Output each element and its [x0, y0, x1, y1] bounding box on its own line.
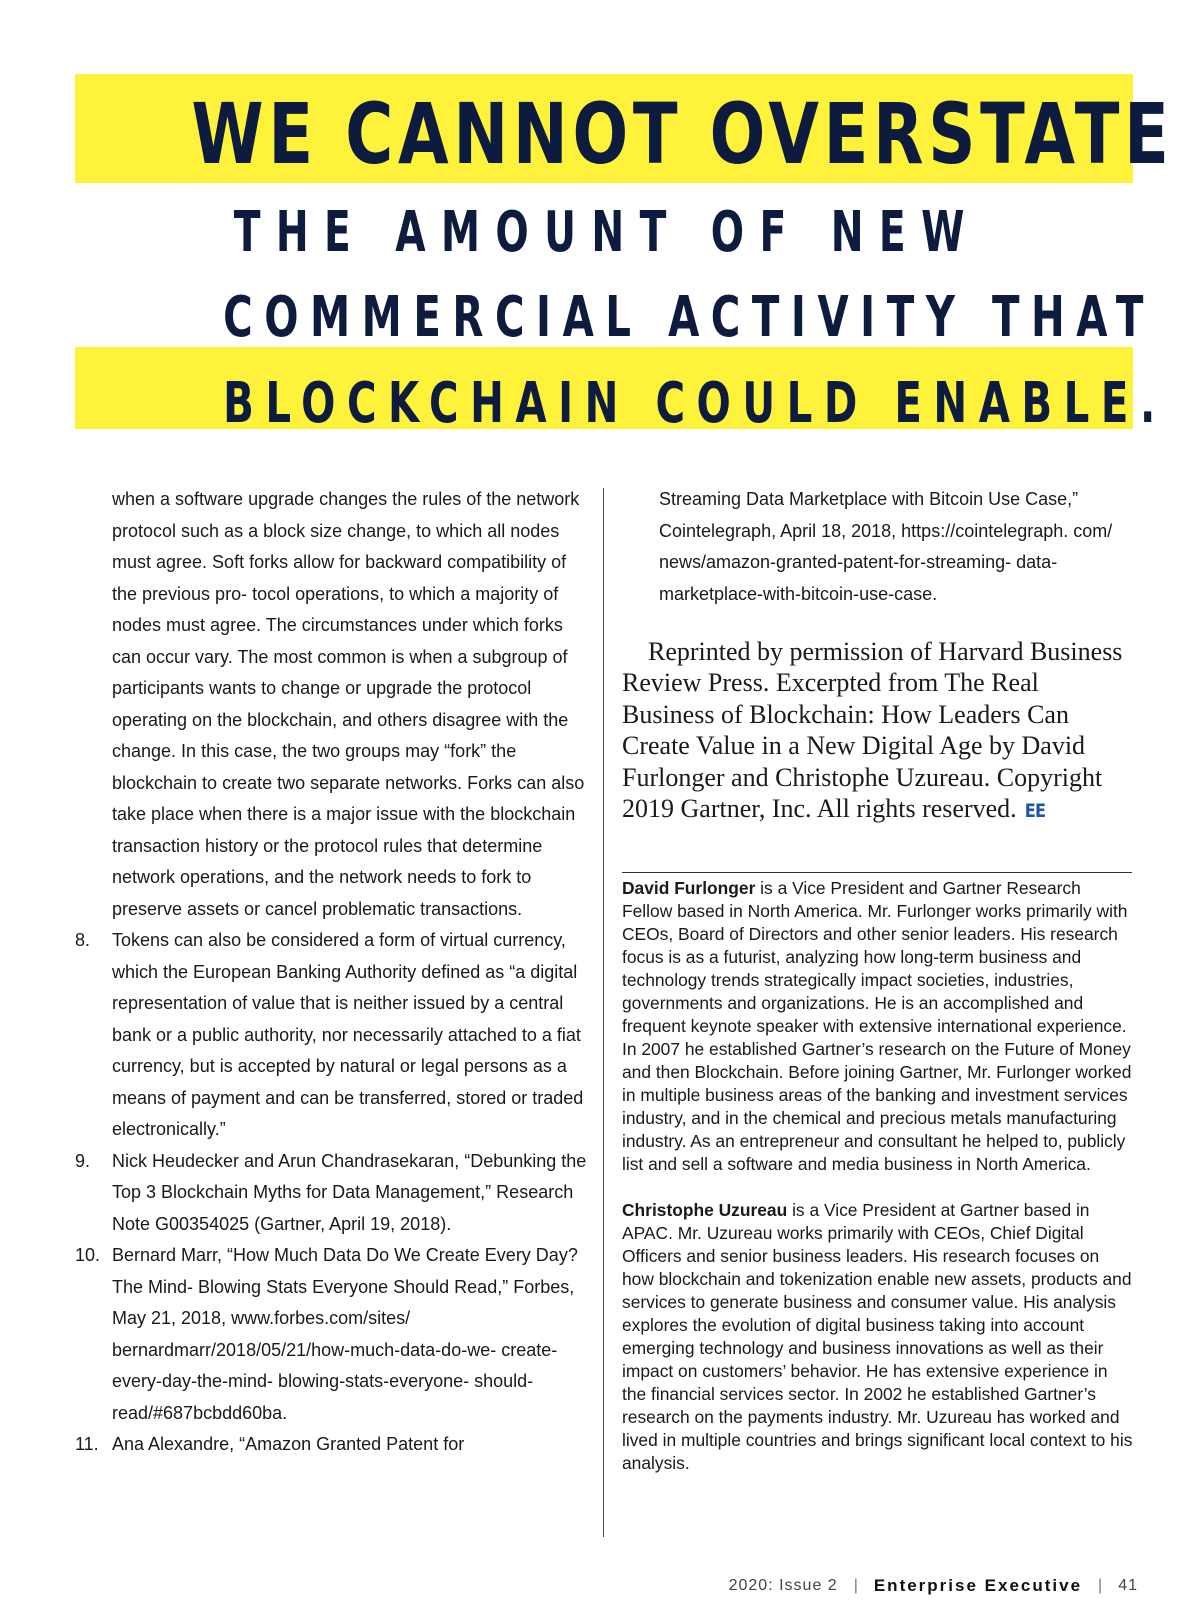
right-column [622, 484, 1132, 827]
bio-christophe-uzureau [622, 1199, 1134, 1475]
footer-separator: | [853, 1577, 858, 1594]
bio-name: David Furlonger [622, 878, 756, 898]
endnote-number: 10. [75, 1245, 101, 1265]
bio-text: is a Vice President and Gartner Research Fellow based in North America. Mr. Furlonger works primarily with CEOs, Board of Directors and other senior leaders. His research focus is as a futurist, analyzing how long-term business and technology trends strategically impact societies, industries, governments and organizations. He is an accomplished and frequent keynote speaker with extensive international experience. In 2007 he established Gartner’s research on the Future of Money and then Blockchain. Before joining Gartner, Mr. Furlonger worked in multiple business areas of the banking and investment services industry, and in the chemical and precious metals manufacturing industry. As an entrepreneur and consultant he helped to, publicly list and sell a software and media business in North America. [622, 878, 1132, 1174]
column-divider [603, 488, 604, 1537]
reprint-permission [622, 636, 1132, 827]
endnote-11 [75, 1429, 590, 1461]
endnote-text: Nick Heudecker and Arun Chandrasekaran, “Debunking the Top 3 Blockchain Myths for Data Management,” Research Note G00354025 (Gartner, April 19, 2018). [112, 1150, 587, 1234]
endnote-7-continued: when a software upgrade changes the rules of the network protocol such as a block size change, to which all nodes must agree. Soft forks allow for backward compatibility of the previous pro- tocol operations, to which a majority of nodes must agree. The circumstances under which forks can occur vary. The most common is when a subgroup of participants wants to change or upgrade the protocol operating on the blockchain, and others disagree with the change. In this case, the two groups may “fork” the blockchain to create two separate networks. Forks can also take place when there is a major issue with the blockchain transaction history or the protocol rules that determine network operations, and the network needs to fork to preserve assets or cancel problematic transactions. [112, 489, 585, 919]
endnote-8 [75, 925, 590, 1146]
headline-line-3: COMMERCIAL ACTIVITY THAT [223, 285, 1155, 350]
bio-divider [622, 872, 1132, 873]
reprint-text: Reprinted by permission of Harvard Business Review Press. Excerpted from The Real Business of Blockchain: How Leaders Can Create Value in a New Digital Age by David Furlonger and Christophe Uzureau. Copyright 2019 Gartner, Inc. All rights reserved. [622, 637, 1123, 824]
endnote-text: Ana Alexandre, “Amazon Granted Patent for [112, 1434, 465, 1454]
author-bios [622, 877, 1134, 1498]
endnote-number: 11. [75, 1434, 99, 1454]
endnote-text: Bernard Marr, “How Much Data Do We Create Every Day? The Mind- Blowing Stats Everyone Should Read,” Forbes, May 21, 2018, www.forbes.com/sites/ bernardmarr/2018/05/21/how-much-data-do-we- create-every-day-the-mind- blowing-stats-everyone- should-read/#687bcbdd60ba. [112, 1245, 578, 1423]
bio-text: is a Vice President at Gartner based in APAC. Mr. Uzureau works primarily with CEOs, Chief Digital Officers and senior business leaders. His research focuses on how blockchain and tokenization enable new assets, products and services to generate business and consumer value. His analysis explores the evolution of digital business taking into account emerging technology and business innovations as well as their impact on customers’ behavior. He has extensive experience in the financial services sector. In 2002 he established Gartner’s research on the payments industry. Mr. Uzureau has worked and lived in multiple countries and brings significant local context to his analysis. [622, 1200, 1133, 1473]
endnotes-left-column [75, 484, 590, 1461]
end-mark-icon: EE [1024, 800, 1046, 823]
endnote-10 [75, 1240, 590, 1429]
endnote-number: 8. [75, 930, 91, 950]
footer-magazine-title: Enterprise Executive [873, 1576, 1083, 1595]
endnote-number: 9. [75, 1150, 91, 1171]
headline-line-1: WE CANNOT OVERSTATE [191, 85, 1174, 183]
endnote-11-continued: Streaming Data Marketplace with Bitcoin Use Case,” Cointelegraph, April 18, 2018, https://cointelegraph. com/ news/amazon-granted-patent-for-streaming- data-marketplace-with-bitcoin-use-case. [659, 489, 1113, 604]
headline-line-2: THE AMOUNT OF NEW [233, 200, 980, 265]
endnote-text: Tokens can also be considered a form of virtual currency, which the European Banking Authority defined as “a digital representation of value that is neither issued by a central bank or a public authority, nor necessarily attached to a fiat currency, but is accepted by natural or legal persons as a means of payment and can be transferred, stored or traded electronically.” [112, 930, 584, 1139]
headline-line-4: BLOCKCHAIN COULD ENABLE. [223, 371, 1167, 436]
footer-separator: | [1098, 1577, 1103, 1594]
page-number: 41 [1118, 1577, 1138, 1594]
bio-david-furlonger [622, 877, 1134, 1176]
bio-name: Christophe Uzureau [622, 1200, 788, 1220]
footer-issue: 2020: Issue 2 [728, 1577, 838, 1594]
page-footer [600, 1573, 1138, 1599]
endnote-9 [75, 1146, 590, 1241]
